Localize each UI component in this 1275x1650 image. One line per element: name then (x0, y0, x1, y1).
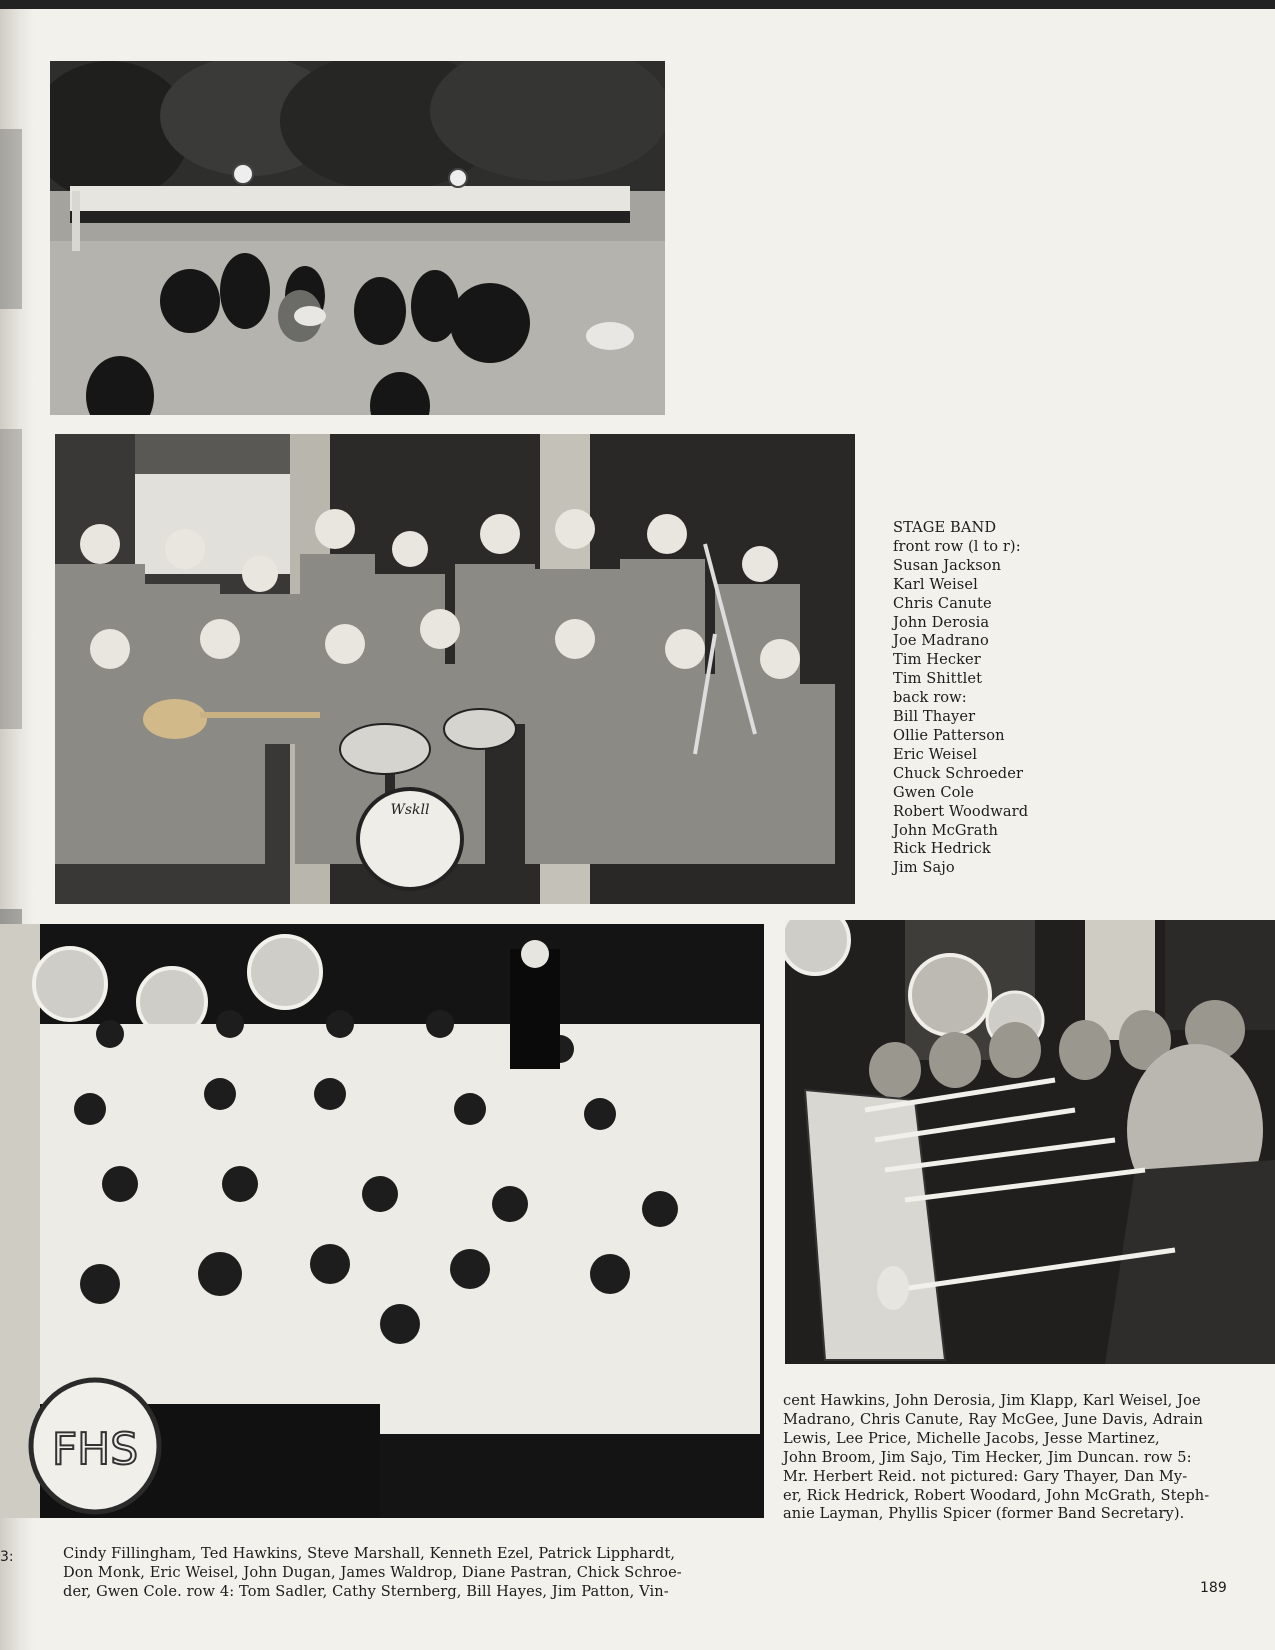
trumpet-section-photo (785, 920, 1275, 1364)
stage-band-caption (893, 519, 1093, 878)
name-entry: Gwen Cole (893, 783, 974, 801)
name-entry: Chuck Schroeder (893, 764, 1024, 782)
name-entry: Bill Thayer (893, 708, 976, 726)
name-entry: Tim Hecker (893, 651, 981, 669)
name-entry: Tim Shittlet (893, 670, 983, 688)
page-top-edge (0, 0, 1275, 9)
name-entry: Karl Weisel (893, 575, 978, 593)
caption-line: Lewis, Lee Price, Michelle Jacobs, Jesse Martinez, (783, 1429, 1160, 1447)
caption-line: Don Monk, Eric Weisel, John Dugan, James Waldrop, Diane Pastran, Chick Schroe- (63, 1563, 682, 1581)
facing-page-margin-text: 3: (0, 1549, 14, 1565)
name-entry: John McGrath (893, 821, 998, 839)
concert-band-caption-right (783, 1392, 1263, 1524)
name-entry: Rick Hedrick (893, 840, 991, 858)
front-row-heading: front row (l to r): (893, 537, 1021, 555)
caption-line: anie Layman, Phyllis Spicer (former Band Secretary). (783, 1505, 1185, 1523)
caption-line: John Broom, Jim Sajo, Tim Hecker, Jim Duncan. row 5: (783, 1448, 1192, 1466)
page-number: 189 (1200, 1580, 1227, 1596)
stage-band-photo (55, 434, 855, 904)
name-entry: Ollie Patterson (893, 726, 1005, 744)
concert-band-caption-bottom (63, 1545, 783, 1602)
caption-line: Mr. Herbert Reid. not pictured: Gary Thayer, Dan My- (783, 1467, 1188, 1485)
name-entry: Jim Sajo (893, 859, 955, 877)
concert-band-photo (0, 924, 764, 1518)
marching-band-photo (50, 61, 665, 415)
back-row-heading: back row: (893, 689, 967, 707)
caption-line: Madrano, Chris Canute, Ray McGee, June Davis, Adrain (783, 1410, 1203, 1428)
drum-brand-text: Wskll (390, 802, 430, 818)
caption-line: cent Hawkins, John Derosia, Jim Klapp, Karl Weisel, Joe (783, 1392, 1201, 1409)
name-entry: Joe Madrano (893, 632, 989, 650)
name-entry: Eric Weisel (893, 745, 978, 763)
bass-drum-letters: FHS (51, 1424, 139, 1475)
caption-line: der, Gwen Cole. row 4: Tom Sadler, Cathy Sternberg, Bill Hayes, Jim Patton, Vin- (63, 1582, 669, 1600)
name-entry: Susan Jackson (893, 556, 1002, 574)
stage-band-title: STAGE BAND (893, 519, 997, 536)
caption-line: Cindy Fillingham, Ted Hawkins, Steve Marshall, Kenneth Ezel, Patrick Lipphardt, (63, 1545, 676, 1562)
name-entry: John Derosia (893, 613, 990, 631)
name-entry: Robert Woodward (893, 802, 1029, 820)
caption-line: er, Rick Hedrick, Robert Woodard, John McGrath, Steph- (783, 1486, 1210, 1504)
name-entry: Chris Canute (893, 594, 992, 612)
